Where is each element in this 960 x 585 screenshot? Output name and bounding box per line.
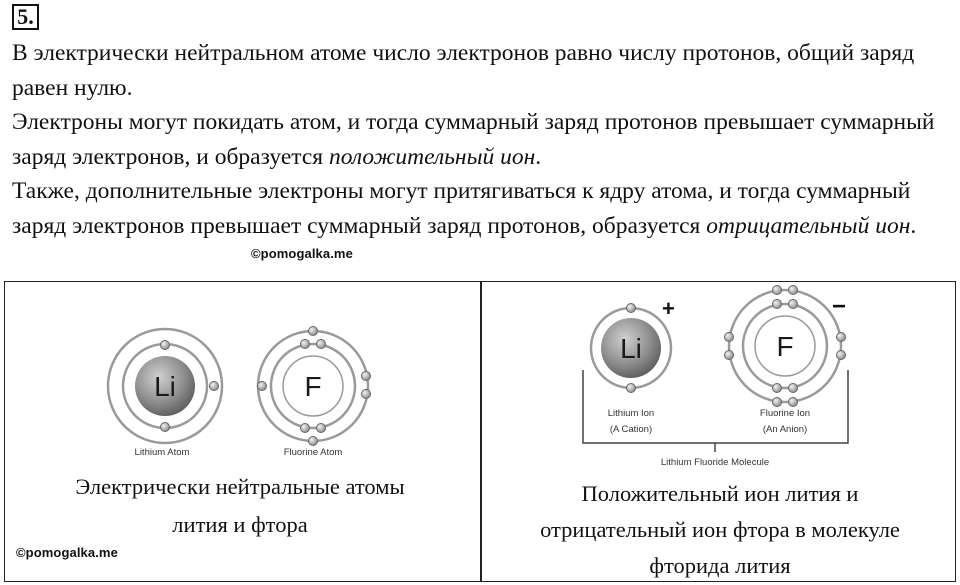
lithium-atom-label: Lithium Atom <box>134 447 190 458</box>
paragraph-1: В электрически нейтральном атоме число электронов равно числу протонов, общий заряд равен нулю. <box>12 40 915 101</box>
electron <box>362 372 371 381</box>
electron <box>309 327 318 336</box>
left-caption <box>0 468 480 544</box>
lithium-ion-label-2: (A Cation) <box>609 424 653 435</box>
lithium-atom <box>108 329 222 443</box>
electron <box>789 286 798 295</box>
watermark-bottom: ©pomogalka.me <box>16 545 118 560</box>
electron <box>725 333 734 342</box>
fluorine-atom <box>258 327 371 446</box>
molecule-label: Lithium Fluoride Molecule <box>660 457 770 468</box>
electron <box>210 382 219 391</box>
positive-charge: + <box>662 296 675 321</box>
f-symbol: F <box>304 371 322 402</box>
left-caption-line-2: лития и фтора <box>172 512 308 537</box>
electron <box>161 341 170 350</box>
negative-charge: − <box>832 293 847 320</box>
electron <box>789 300 798 309</box>
electron <box>317 340 326 349</box>
paragraph-2-start: Электроны могут покидать атом, и тогда суммарный заряд протонов превышает суммарный заряд электронов, и образуется <box>12 109 935 170</box>
f-ion-symbol: F <box>776 331 794 362</box>
electron <box>837 351 846 360</box>
electron <box>773 300 782 309</box>
positive-ion-term: положительный ион <box>328 143 536 170</box>
electron <box>309 437 318 446</box>
electron <box>725 351 734 360</box>
lithium-ion-label-1: Lithium Ion <box>607 408 655 419</box>
electron <box>317 424 326 433</box>
electron <box>773 398 782 407</box>
fluorine-ion <box>725 286 846 407</box>
paragraph-2-end: . <box>535 143 542 170</box>
electron <box>789 384 798 393</box>
electron <box>301 424 310 433</box>
fluorine-ion-label-2: (An Anion) <box>762 424 808 435</box>
fluorine-ion-label-1: Fluorine Ion <box>759 408 811 419</box>
li-ion-symbol: Li <box>620 333 642 364</box>
right-caption-line-1: Положительный ион лития и <box>581 481 859 506</box>
right-caption-line-3: фторида лития <box>649 553 791 578</box>
electron <box>627 304 636 313</box>
electron <box>789 398 798 407</box>
electron <box>837 333 846 342</box>
task-number: 5. <box>12 4 39 30</box>
electron <box>773 286 782 295</box>
electron <box>627 384 636 393</box>
electron <box>301 340 310 349</box>
lithium-ion <box>591 304 671 393</box>
right-caption-line-2: отрицательный ион фтора в молекуле <box>540 517 900 542</box>
left-caption-line-1: Электрически нейтральные атомы <box>75 474 405 499</box>
watermark-top: ©pomogalka.me <box>251 246 353 261</box>
paragraph-3-end: . <box>910 212 917 239</box>
electron <box>161 423 170 432</box>
paragraph-3-start: Также, дополнительные электроны могут притягиваться к ядру атома, и тогда суммарный заряд электронов превышает суммарный заряд протонов, образуется <box>12 178 911 239</box>
negative-ion-term: отрицательный ион <box>706 212 911 239</box>
electron <box>258 382 267 391</box>
electron <box>773 384 782 393</box>
electron <box>362 390 371 399</box>
fluorine-atom-label: Fluorine Atom <box>283 447 343 458</box>
right-caption <box>480 476 960 584</box>
li-symbol: Li <box>154 371 176 402</box>
